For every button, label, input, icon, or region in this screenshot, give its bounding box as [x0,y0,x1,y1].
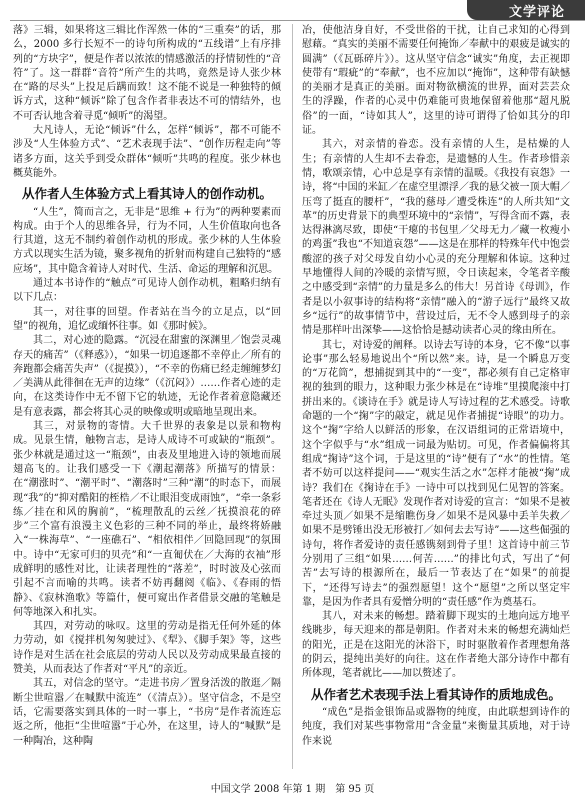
paragraph: 其六，对亲情的眷恋。没有亲情的人生，是枯燥的人生；有亲情的人生却不去眷恋，是遗憾的人生。作者珍惜亲情，歌颂亲情，心中总是享有亲情的温暖。《我投有哀怨》一诗，将“中国的米缸／在虚空里漂浮／我的悬父被一顶大帽／压弯了挺直的腰杆”，“我的慈母／遭受株连”的人所共知“文革”的历史背景下的典型环境中的“亲情”，写得含而不露，表达得淋漓尽致，即使“干瘪的书包里／父母无力／藏一枚瘦小的鸡蛋”我也“不知道哀怨”——这是在那样的特殊年代中饱尝酸涩的孩子对父母发自幼小心灵的充分理解和体谅。这种过早地懂得人间的冷暖的亲情写照，令日读起来，令笔者辛酸之中感受到“亲情”的力量是多么的伟大！另首诗《母训》，作者是以小叙事诗的结构将“亲情”融入的“游子远行”最终又故乡“远行”的故事情节中，营设过后，无不令人感到母子的亲情是那样叶出深挚——这恰恰是撼动读者心灵的缘由所在。 [302,139,570,337]
paragraph: 其三，对景物的寄情。大千世界的表象是以景和物构成。见景生情，触物言志，是诗人成诗不可或缺的“瓶颈”。张少林就是通过这一“瓶颈”，由表及里地进入诗的领地而展翅高飞的。让我们感受一下《潮起潮落》所描写的情景：在“潮涨时”、“潮平时”、“潮落时”三种“潮”的时态下，而展现“我”的“抑对酷阳的桎梏／不让眼泪变成雨蚀”，“牵一条彩练／挂在和风的胸前”，“梳理散乱的云丝／抚摸浪花的碎步”三个富有浪漫主义色彩的三种不同的举止，最终将娇融入“一株海草”、“一座礁石”、“相依相伴／回隐回现”的氛围中。诗中“无家可归的贝壳”和“一直匍伏在／大海的衣袖”形成鲜明的感性对比，让读者理性的“落差”，时时波及心弦而引起不言而喻的共鸣。读者不妨再翻阅《临》、《春雨的悟静》、《寂林渔歌》等篇什，便可窥出作者借景交融的笔触是何等地深入和扎实。 [13,421,281,618]
section-heading: 从作者人生体验方式上看其诗人的创作动机。 [21,186,272,202]
paragraph: 其七，对诗爱的阐释。以诗去写诗的本身，它不像“以事论事”那么轻易地说出个“所以然”来。诗，是一个瞬息万变的“万花筒”，想捕捉到其中的“一变”，都必须有自己定格审视的独到的眼力，这种眼力张少林是在“诗堆”里摸爬滚中打拼出来的。《谈诗在手》就是诗人写诗过程的艺术感受。诗歌命题的一个“掬”字的敲定，就足见作者捕捉“诗眼”的功力。这个“掬”字给人以鲜活的形象，在汉语组词的正常语境中，这个字似乎与“水”组成一词最为贴切。可见，作者偏偏将其组成“掬诗”这个词，于是这里的“诗”便有了“水”的性情。笔者不妨可以这样提问——“观实生活之水”怎样才能被“掬”成诗？我们在《掬诗在手》一诗中可以找到见仁见智的答案。笔者还在《诗人无眠》发现作者对诗爱的宣言：“如果不是被牵过头顶／如果不是缩瞧伤身／如果不是风暴中丢羊失救／如果不是劈锤出没无形被打／如何去去写诗”——这些倔强的诗句，将作者爱诗的责任感镌刻到骨子里！这首诗中前三节分别用了三组“如果……何苦……”的排比句式，写出了“何苦”去写诗的根源所在，最后一节表达了在“如果”的前提下，“还得写诗去”的强烈愿望！这个“愿望”之所以坚定牢靠，是因为作者具有爱憎分明的“责任感”作为奠基石。 [302,339,570,608]
paragraph: “成色”是指金银饰品或器物的纯度，由此联想到诗作的纯度，我们对某些事物常用“含金量”来衡量其质地，对于诗作来说 [302,706,570,747]
paragraph: 落》三辑，如果将这三辑比作浑然一体的“三重奏”的话，那么，2000 多行长短不一的诗句所构成的“五线谱”上有序排列的“方块字”，便是作者以浓浓的情感激活的抒情韧性的“音符”了。这一群群“音符”所产生的共鸣，竟然是诗人张少林在“路的尽头”上投足后蹒而致！这不能不说是一种独特的倾诉方式，这种“倾诉”除了包含作者非表达不可的情结外，也不可否认地含着寻觅“倾听”的渴望。 [13,25,281,122]
paragraph: 其四，对劳动的咏叹。这里的劳动是指无任何外延的体力劳动，如《搅拌机匆匆驶过》、《犁》、《脚手架》等，这些诗作是对生活在社会底层的劳动人民以及劳动成果最直接的赞美，从而表达了作者对“平凡”的亲近。 [13,621,281,676]
paragraph: 其五，对信念的坚守。“走进书房／置身活泼的散逛／隔断尘世喧嚣／在喊默中流连”（《清点》）。坚守信念，不是空话，它需要落实到具体的一时一事上，“书房”是作者流连忘返之所，他拒“尘世喧嚣”于心外，在这里，诗人的“喊默”是一种陶冶，这种陶 [13,678,281,747]
paragraph: 其一，对往事的回望。作者站在当今的立足点，以“回望”的视角，追忆或缅怀往事。如《那时候》。 [13,306,281,332]
paragraph: 通过本书诗作的“触点”可见诗人创作动机，粗略归纳有以下几点： [13,278,281,304]
column-divider [292,24,293,769]
right-column [302,24,570,749]
paragraph: 冶，使他洁身自好，不受世俗的干扰，让自己求知的心得到慰藉。“真实的美丽不需要任何掩饰／奉献中的艰疲是诚实的圆满”（《瓦砾碎片》）。这从坚守信念“诚实”角度，去正视即使带有“瑕疵”的“奉献”，也不应加以“掩饰”，这种带有缺憾的美丽才是真正的美丽。面对物欲横流的世界，面对芸芸众生的浮躁，作者的心灵中仍难能可贵地保留着他那“超凡脱俗”的一面，“诗如其人”，这里的诗可谓得了恰如其分的印证。 [302,25,570,137]
paragraph: 大凡诗人，无论“倾诉”什么，怎样“倾诉”，都不可能不涉及“人生体验方式”、“艺术表现手法”、“创作历程走向”等诸多方面，这关乎到受众群体“倾听”共鸣的程度。张少林也概莫能外。 [13,125,281,179]
page-footer: 中国文学 2008 年第 1 期 第 95 页 [210,784,375,795]
paragraph: 其二，对心迹的隐露。“沉浸在甜蜜的深渊里／饱尝灵魂存天的痛苦”（《释惑》），“如果一切追逐都不幸停止／所有的奔跑都会痛苦失声”（《捉摸》），“不幸的伤痛已经走缠缠梦幻／美满从此徘徊在无声的边缘”（《沉闷》）……作者心迹的走向，在这类诗作中无不留下它的轨迹，无论作者着意隐藏还是有意表露，都会将其心灵的映像或明或暗地呈现出来。 [13,335,281,418]
paragraph: “人生”，简而言之，无非是“思维 + 行为”的两种要素而构成。由于个人的思维各异，行为不同，人生价值取向也各行其道，这无不制约着创作动机的形成。张少林的人生体验方式以现实生活为镜，聚多视角的折射而构建自己独特的“感应场”，其中隐含着诗人对时代、生活、命运的理解和沉思。 [13,206,281,275]
section-heading: 从作者艺术表现手法上看其诗作的质地成色。 [310,686,561,702]
section-title: 文学评论 [508,5,565,20]
header-rule [10,20,585,21]
paragraph: 其八，对未来的畅想。踏着脚下现实的土地向远方地平线眺步，每天迎来的都是朝阳。作者对未来的畅想充满灿烂的阳光，正是在这阳光的沐浴下，时时驱散着作者理想角落的阴云，提纯出美好的向往。这在作者绝大部分诗作中都有所体现，笔者就比——加以赘述了。 [302,611,570,680]
left-column [13,24,281,749]
